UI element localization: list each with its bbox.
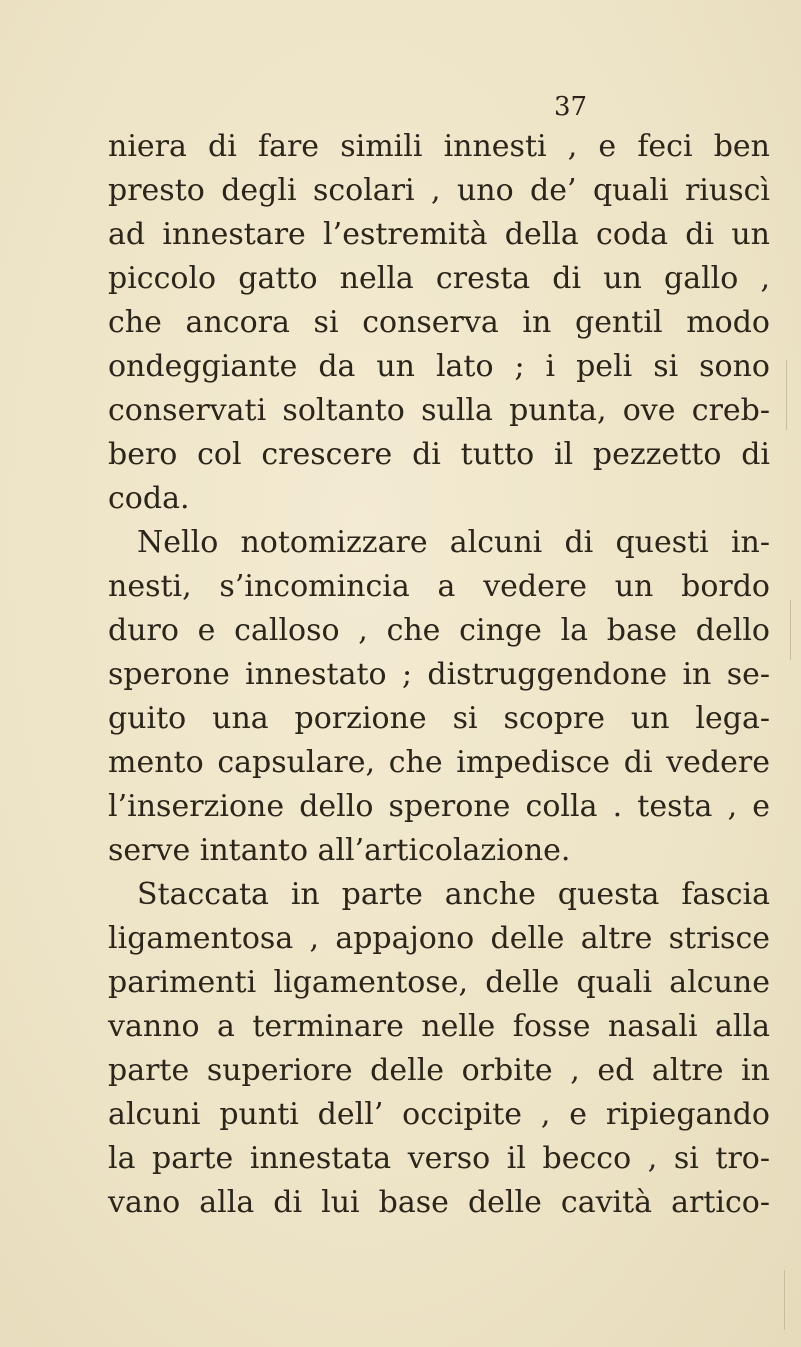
text-line: parimenti ligamentose, delle quali alcune	[108, 965, 770, 1000]
text-line: vanno a terminare nelle fosse nasali alla	[108, 1009, 770, 1044]
text-line: parte superiore delle orbite , ed altre in	[108, 1053, 770, 1088]
text-line: ad innestare l’estremità della coda di un	[108, 217, 770, 252]
text-line: la parte innestata verso il becco , si tro-	[108, 1141, 770, 1176]
margin-mark	[786, 360, 787, 430]
text-line: l’inserzione dello sperone colla . testa , e	[108, 789, 770, 824]
margin-mark	[790, 600, 791, 660]
page-number: 37	[554, 92, 588, 122]
text-line: serve intanto all’articolazione.	[108, 833, 571, 868]
text-line: niera di fare simili innesti , e feci ben	[108, 129, 770, 164]
text-line: sperone innestato ; distruggendone in se-	[108, 657, 770, 692]
text-line: duro e calloso , che cinge la base dello	[108, 613, 770, 648]
text-line: guito una porzione si scopre un lega-	[108, 701, 770, 736]
text-line: piccolo gatto nella cresta di un gallo ,	[108, 261, 770, 296]
text-line: mento capsulare, che impedisce di vedere	[108, 745, 770, 780]
text-line: ondeggiante da un lato ; i peli si sono	[108, 349, 770, 384]
text-line: presto degli scolari , uno de’ quali riuscì	[108, 173, 770, 208]
text-line: vano alla di lui base delle cavità artico-	[108, 1185, 770, 1220]
text-line: coda.	[108, 481, 190, 516]
text-line: ligamentosa , appajono delle altre strisce	[108, 921, 770, 956]
margin-mark	[784, 1270, 785, 1330]
text-line: nesti, s’incomincia a vedere un bordo	[108, 569, 770, 604]
text-line: Staccata in parte anche questa fascia	[137, 877, 770, 912]
text-line: conservati soltanto sulla punta, ove creb-	[108, 393, 770, 428]
text-line: bero col crescere di tutto il pezzetto di	[108, 437, 770, 472]
text-line: alcuni punti dell’ occipite , e ripiegando	[108, 1097, 770, 1132]
text-line: che ancora si conserva in gentil modo	[108, 305, 770, 340]
text-line: Nello notomizzare alcuni di questi in-	[137, 525, 770, 560]
